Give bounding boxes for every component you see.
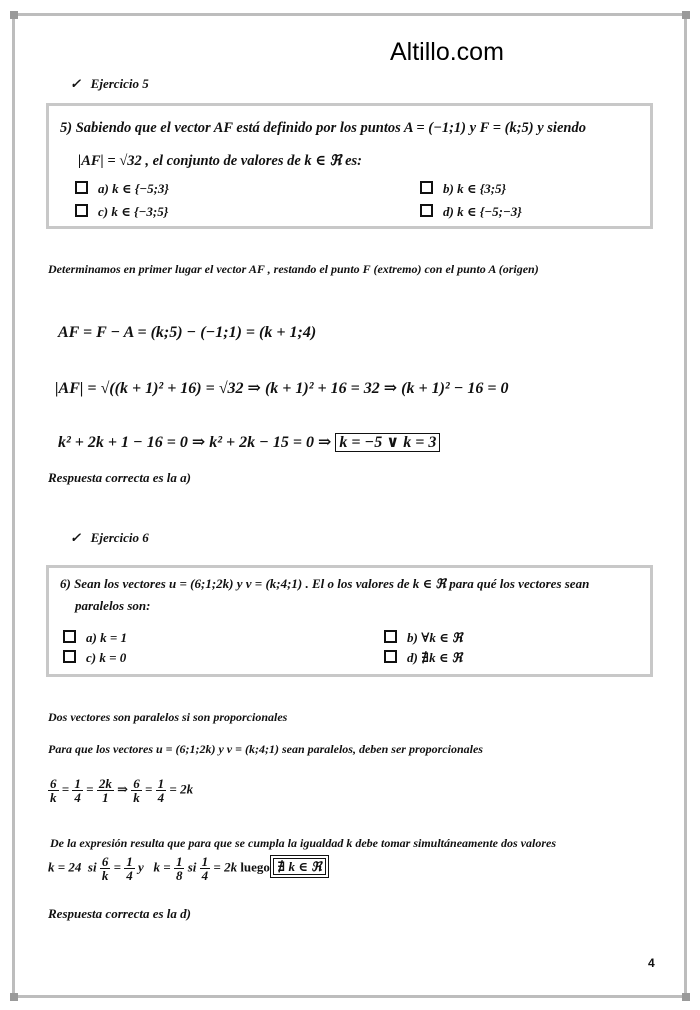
exercise-6-line-1: Dos vectores son paralelos si son proporcionales bbox=[48, 710, 288, 724]
exercise-6-heading bbox=[70, 530, 149, 546]
exercise-5-equation-3 bbox=[58, 432, 440, 452]
exercise-5-intro: Determinamos en primer lugar el vector AF , restando el punto F (extremo) con el punto A (origen) bbox=[48, 262, 539, 276]
exercise-6-option-b[interactable] bbox=[384, 630, 463, 646]
checkbox-icon[interactable] bbox=[75, 181, 88, 194]
option-label: c) k = 0 bbox=[86, 650, 127, 665]
option-label: b) k ∈ {3;5} bbox=[443, 181, 507, 196]
fraction: $\frac{1}{4}$ bbox=[157, 776, 165, 805]
exercise-5-heading-text: Ejercicio 5 bbox=[90, 76, 149, 91]
fraction: $\frac{6}{k}$ bbox=[133, 776, 140, 805]
exercise-5-option-d[interactable] bbox=[420, 204, 522, 220]
checkbox-icon[interactable] bbox=[420, 181, 433, 194]
fraction: $\frac{6}{k}$ bbox=[50, 776, 57, 805]
exercise-6-option-d[interactable] bbox=[384, 650, 462, 666]
exercise-5-option-b[interactable] bbox=[420, 181, 506, 197]
site-title: Altillo.com bbox=[390, 38, 504, 66]
checkbox-icon[interactable] bbox=[63, 650, 76, 663]
checkbox-icon[interactable] bbox=[75, 204, 88, 217]
checkbox-icon[interactable] bbox=[63, 630, 76, 643]
exercise-6-statement-line1: 6) Sean los vectores u = (6;1;2k) y v = (k;4;1) . El o los valores de k ∈ ℜ para qué los vectores sean bbox=[60, 576, 590, 591]
check-icon: ✓ bbox=[70, 530, 81, 545]
exercise-6-line-2: Para que los vectores u = (6;1;2k) y v = (k;4;1) sean paralelos, deben ser proporcionales bbox=[48, 742, 483, 756]
option-label: d) ∄k ∈ ℜ bbox=[407, 650, 463, 665]
option-label: d) k ∈ {−5;−3} bbox=[443, 204, 522, 219]
option-label: c) k ∈ {−3;5} bbox=[98, 204, 169, 219]
option-label: a) k ∈ {−5;3} bbox=[98, 181, 169, 196]
option-label: a) k = 1 bbox=[86, 630, 127, 645]
exercise-5-answer: Respuesta correcta es la a) bbox=[48, 470, 191, 485]
exercise-6-line-3: De la expresión resulta que para que se cumpla la igualdad k debe tomar simultáneamente dos valores bbox=[50, 836, 557, 850]
option-label: b) ∀k ∈ ℜ bbox=[407, 630, 463, 645]
fraction: $\frac{2k}{1}$ bbox=[98, 776, 112, 805]
boxed-result: k = −5 ∨ k = 3 bbox=[335, 433, 440, 452]
exercise-5-equation-1: AF = F − A = (k;5) − (−1;1) = (k + 1;4) bbox=[58, 324, 317, 341]
fraction: $\frac{6}{k}$ bbox=[101, 854, 109, 883]
checkbox-icon[interactable] bbox=[384, 630, 397, 643]
fraction: $\frac{1}{4}$ bbox=[201, 854, 209, 883]
page-number: 4 bbox=[648, 956, 655, 970]
frame-corner bbox=[10, 993, 18, 1001]
checkbox-icon[interactable] bbox=[420, 204, 433, 217]
exercise-5-option-c[interactable] bbox=[75, 204, 168, 220]
frame-corner bbox=[682, 11, 690, 19]
check-icon: ✓ bbox=[70, 76, 81, 91]
exercise-5-option-a[interactable] bbox=[75, 181, 169, 197]
exercise-5-heading bbox=[70, 76, 149, 92]
fraction: $\frac{1}{8}$ bbox=[175, 854, 183, 883]
checkbox-icon[interactable] bbox=[384, 650, 397, 663]
exercise-6-heading-text: Ejercicio 6 bbox=[90, 530, 149, 545]
exercise-6-fraction-equation: $\frac{6}{k}$ = $\frac{1}{4}$ = $\frac{2k}{1}$ ⇒ $\frac{6}{k}$ = $\frac{1}{4}$ = 2k bbox=[50, 776, 194, 805]
exercise-5-statement-line1: 5) Sabiendo que el vector AF está definido por los puntos A = (−1;1) y F = (k;5) y siendo bbox=[60, 120, 586, 136]
frame-corner bbox=[10, 11, 18, 19]
boxed-result: ∄ k ∈ ℜ bbox=[273, 858, 326, 875]
exercise-5-equation-2: |AF| = √((k + 1)² + 16) = √32 ⇒ (k + 1)² + 16 = 32 ⇒ (k + 1)² − 16 = 0 bbox=[55, 380, 509, 397]
fraction: $\frac{1}{4}$ bbox=[126, 854, 133, 883]
equation-3-text: k² + 2k + 1 − 16 = 0 ⇒ k² + 2k − 15 = 0 ⇒ bbox=[58, 434, 332, 451]
exercise-6-option-a[interactable] bbox=[63, 630, 127, 646]
frame-corner bbox=[682, 993, 690, 1001]
exercise-6-option-c[interactable] bbox=[63, 650, 126, 666]
exercise-6-statement-line2: paralelos son: bbox=[75, 598, 151, 613]
exercise-5-statement-line2: |AF| = √32 , el conjunto de valores de k ∈ ℜ es: bbox=[78, 153, 362, 169]
fraction: $\frac{1}{4}$ bbox=[74, 776, 81, 805]
exercise-6-conclusion: k = 24 si $\frac{6}{k}$ = $\frac{1}{4}$ y k = $\frac{1}{8}$ si $\frac{1}{4}$ = 2k luego ∄ k ∈ ℜ bbox=[48, 855, 326, 882]
exercise-6-answer: Respuesta correcta es la d) bbox=[48, 906, 191, 921]
